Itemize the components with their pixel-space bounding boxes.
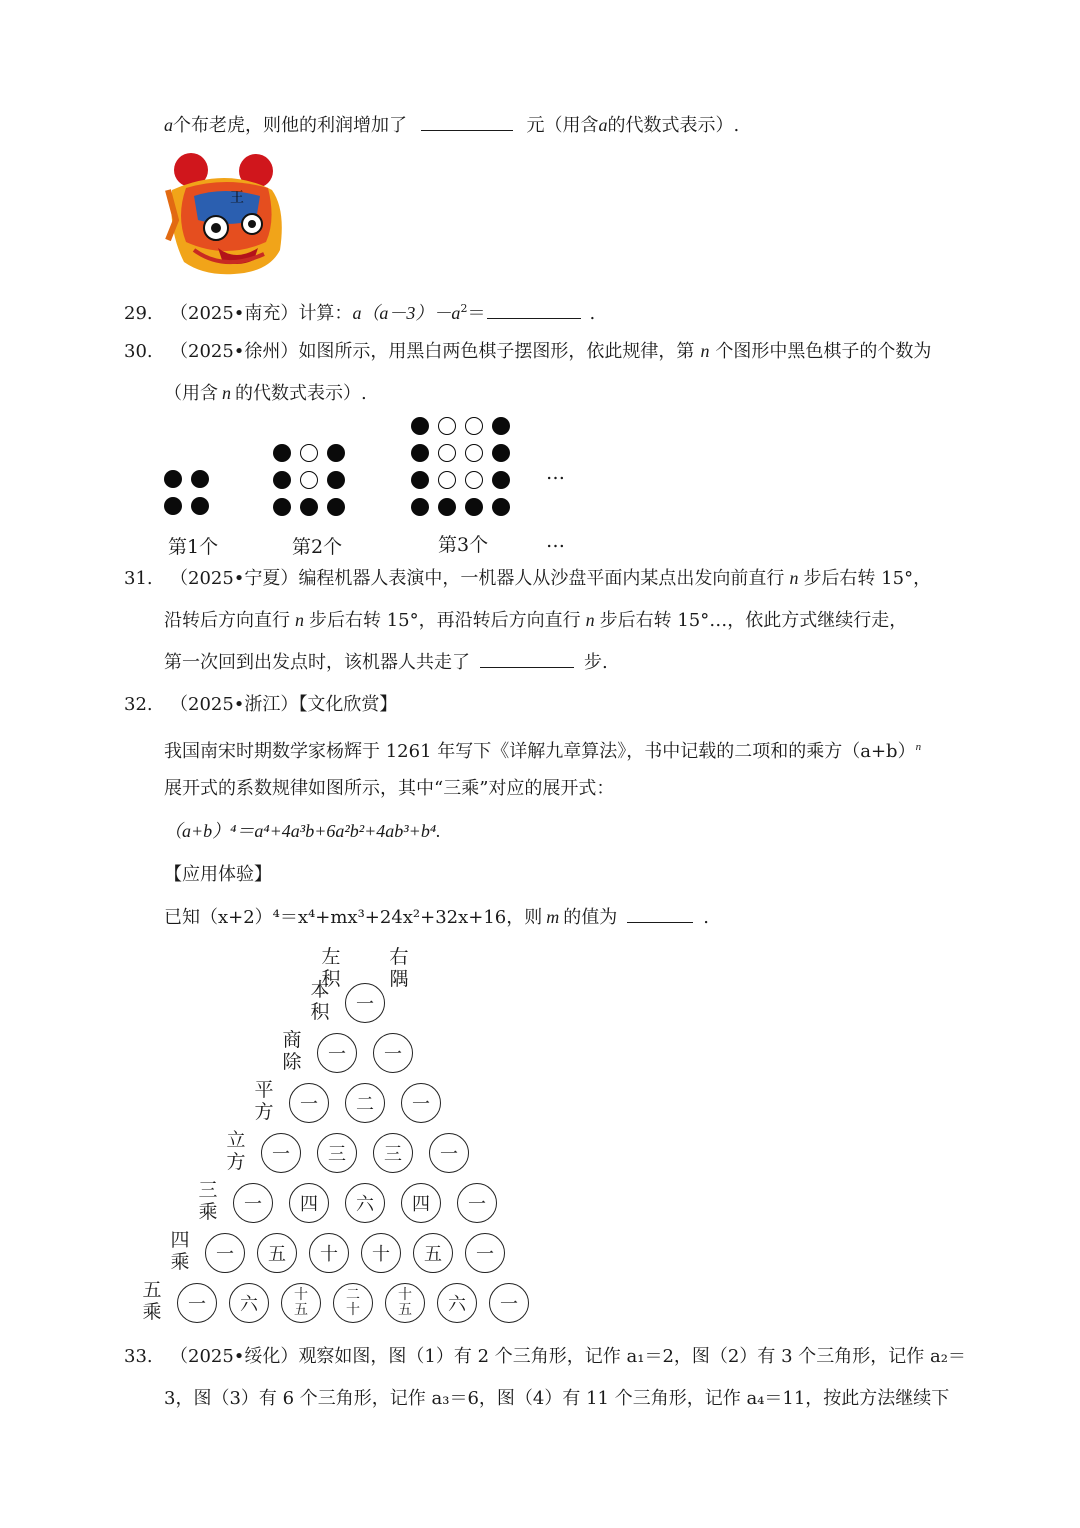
black-piece (492, 444, 510, 462)
ellipsis: … (546, 462, 565, 484)
black-piece (191, 470, 209, 488)
row-label: 商除 (282, 1029, 302, 1073)
coefficient-circle: 一 (233, 1183, 273, 1223)
label-right-corner: 右隅 (389, 946, 409, 990)
coefficient-circle: 一 (489, 1283, 529, 1323)
black-piece (411, 417, 429, 435)
black-piece (438, 498, 456, 516)
black-piece (164, 497, 182, 515)
tiger-wang-mark: 王 (230, 190, 244, 206)
q31-line2: 沿转后方向直行 n 步后右转 15°，再沿转后方向直行 n 步后右转 15°…，依此方式继续行走， (164, 610, 908, 631)
coefficient-circle: 五 (257, 1233, 297, 1273)
row-label: 五乘 (142, 1279, 162, 1323)
q29-answer-blank[interactable] (487, 300, 581, 319)
white-piece (438, 444, 456, 462)
q31-line3: 第一次回到出发点时，该机器人共走了 步. (164, 649, 608, 676)
q32-para1: 我国南宋时期数学家杨辉于 1261 年写下《详解九章算法》，书中记载的二项和的乘方$(a+b)^n$ (164, 741, 922, 762)
coefficient-circle: 一 (317, 1033, 357, 1073)
row-label: 四乘 (170, 1229, 190, 1273)
q30-line2: （用含 n 的代数式表示）. (164, 383, 367, 404)
black-piece (492, 471, 510, 489)
black-piece (273, 498, 291, 516)
ellipsis: … (546, 530, 565, 552)
label-left-product: 左积 (321, 946, 341, 990)
figure-2-label: 第2个 (292, 536, 343, 558)
black-piece (411, 498, 429, 516)
q31-line1: 31. （2025•宁夏）编程机器人表演中，一机器人从沙盘平面内某点出发向前直行 n 步后右转 15°， (124, 568, 932, 589)
black-piece (300, 498, 318, 516)
q32-apply-tag: 【应用体验】 (164, 864, 272, 885)
coefficient-circle: 一 (373, 1033, 413, 1073)
cloth-tiger-image (164, 150, 288, 280)
white-piece (465, 471, 483, 489)
coefficient-circle: 十 五 (281, 1283, 321, 1323)
coefficient-circle: 一 (261, 1133, 301, 1173)
black-piece (492, 498, 510, 516)
black-piece (492, 417, 510, 435)
q30-line1: 30. （2025•徐州）如图所示，用黑白两色棋子摆图形，依此规律，第 n 个图形中黑色棋子的个数为 (124, 341, 932, 362)
coefficient-circle: 一 (457, 1183, 497, 1223)
black-piece (465, 498, 483, 516)
coefficient-circle: 十 (309, 1233, 349, 1273)
black-piece (191, 497, 209, 515)
white-piece (465, 417, 483, 435)
q32-header: 32. （2025•浙江）【文化欣赏】 (124, 694, 398, 715)
q28-answer-blank[interactable] (421, 112, 513, 131)
q29: 29. （2025•南充）计算：$a(a-3)-a^2=$ . (124, 302, 596, 324)
black-piece (164, 470, 182, 488)
coefficient-circle: 二 (345, 1083, 385, 1123)
black-piece (327, 444, 345, 462)
black-piece (273, 471, 291, 489)
coefficient-circle: 六 (345, 1183, 385, 1223)
black-piece (273, 444, 291, 462)
q32-para2: 展开式的系数规律如图所示，其中“三乘”对应的展开式： (164, 778, 615, 799)
coefficient-circle: 四 (401, 1183, 441, 1223)
coefficient-circle: 十 (361, 1233, 401, 1273)
coefficient-circle: 三 (317, 1133, 357, 1173)
white-piece (438, 471, 456, 489)
coefficient-circle: 五 (413, 1233, 453, 1273)
black-piece (327, 471, 345, 489)
white-piece (300, 471, 318, 489)
coefficient-circle: 六 (229, 1283, 269, 1323)
q31-answer-blank[interactable] (480, 649, 574, 668)
row-label: 本积 (310, 979, 330, 1023)
row-label: 平方 (254, 1079, 274, 1123)
q33-line2: 3，图（3）有 6 个三角形，记作 a₃＝6，图（4）有 11 个三角形，记作 a₄＝11，按此方法继续下 (164, 1388, 950, 1409)
q32-answer-blank[interactable] (627, 904, 693, 923)
white-piece (465, 444, 483, 462)
coefficient-circle: 一 (345, 983, 385, 1023)
black-piece (411, 444, 429, 462)
row-label: 三乘 (198, 1179, 218, 1223)
coefficient-circle: 一 (177, 1283, 217, 1323)
black-piece (327, 498, 345, 516)
coefficient-circle: 六 (437, 1283, 477, 1323)
coefficient-circle: 一 (465, 1233, 505, 1273)
coefficient-circle: 一 (429, 1133, 469, 1173)
coefficient-circle: 二 十 (333, 1283, 373, 1323)
q33-line1: 33. （2025•绥化）观察如图，图（1）有 2 个三角形，记作 a₁＝2，图（2）有 3 个三角形，记作 a₂＝ (124, 1346, 966, 1367)
black-piece (411, 471, 429, 489)
coefficient-circle: 三 (373, 1133, 413, 1173)
q32-formula: （a+b）⁴＝a⁴+4a³b+6a²b²+4ab³+b⁴. (164, 821, 441, 841)
row-label: 立方 (226, 1129, 246, 1173)
coefficient-circle: 一 (205, 1233, 245, 1273)
coefficient-circle: 一 (401, 1083, 441, 1123)
q32-question: 已知（x+2）⁴＝x⁴+mx³+24x²+32x+16，则 m 的值为 . (164, 904, 709, 931)
figure-3-label: 第3个 (438, 534, 489, 556)
white-piece (300, 444, 318, 462)
coefficient-circle: 十 五 (385, 1283, 425, 1323)
white-piece (438, 417, 456, 435)
coefficient-circle: 一 (289, 1083, 329, 1123)
q28-line: a个布老虎，则他的利润增加了 元（用含a的代数式表示）. (164, 112, 739, 139)
coefficient-circle: 四 (289, 1183, 329, 1223)
figure-1-label: 第1个 (168, 536, 219, 558)
